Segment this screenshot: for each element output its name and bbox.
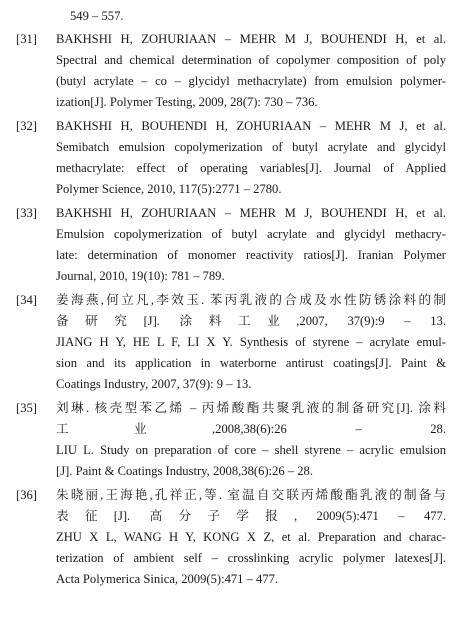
reference-entry [12, 485, 446, 590]
reference-line: [J]. Paint & Coatings Industry, 2008,38(6):26 – 28. [56, 464, 313, 478]
reference-number: [36] [16, 488, 37, 502]
reference-line: 工业,2008,38(6):26 – 28. [56, 422, 446, 436]
reference-entry [12, 29, 446, 113]
reference-line: Coatings Industry, 2007, 37(9): 9 – 13. [56, 377, 252, 391]
reference-text [56, 290, 446, 395]
reference-number: [35] [16, 401, 37, 415]
reference-line: 朱晓丽,王海艳,孔祥正,等. 室温自交联丙烯酸酯乳液的制备与 [56, 488, 446, 502]
reference-line: 表征[J]. 高分子学报, 2009(5):471 – 477. [56, 509, 446, 523]
reference-number: [32] [16, 119, 37, 133]
reference-number: [33] [16, 206, 37, 220]
reference-line: LIU L. Study on preparation of core – shell styrene – acrylic emulsion [56, 443, 446, 457]
reference-line: Semibatch emulsion copolymerization of butyl acrylate and glycidyl [56, 140, 446, 154]
reference-list [12, 29, 446, 590]
reference-number: [31] [16, 32, 37, 46]
reference-entry [12, 203, 446, 287]
reference-line: ZHU X L, WANG H Y, KONG X Z, et al. Preparation and charac- [56, 530, 446, 544]
reference-text [56, 398, 446, 482]
reference-line: methacrylate: effect of operating variables[J]. Journal of Applied [56, 161, 446, 175]
reference-line: 刘琳. 核壳型苯乙烯 – 丙烯酸酯共聚乳液的制备研究[J]. 涂料 [56, 401, 446, 415]
reference-line: Acta Polymerica Sinica, 2009(5):471 – 477. [56, 572, 279, 586]
reference-entry [12, 398, 446, 482]
reference-line: terization of ambient self – crosslinking acrylic polymer latexes[J]. [56, 551, 446, 565]
reference-line: late: determination of monomer reactivity ratios[J]. Iranian Polymer [56, 248, 446, 262]
reference-line: sion and its application in waterborne antirust coatings[J]. Paint & [56, 356, 446, 370]
reference-line: BAKHSHI H, ZOHURIAAN – MEHR M J, BOUHENDI H, et al. [56, 206, 446, 220]
reference-text [56, 29, 446, 113]
reference-text [56, 485, 446, 590]
reference-line: Emulsion copolymerization of butyl acrylate and glycidyl methacry- [56, 227, 446, 241]
reference-text [56, 203, 446, 287]
reference-line: BAKHSHI H, ZOHURIAAN – MEHR M J, BOUHENDI H, et al. [56, 32, 446, 46]
continuation-line: 549 – 557. [70, 9, 124, 23]
reference-text [56, 116, 446, 200]
reference-line: 姜海燕,何立凡,李效玉. 苯丙乳液的合成及水性防锈涂料的制 [56, 293, 446, 307]
reference-entry [12, 290, 446, 395]
reference-entry [12, 116, 446, 200]
reference-line: Spectral and chemical determination of copolymer composition of poly [56, 53, 446, 67]
reference-line: ization[J]. Polymer Testing, 2009, 28(7): 730 – 736. [56, 95, 318, 109]
reference-line: Journal, 2010, 19(10): 781 – 789. [56, 269, 225, 283]
reference-number: [34] [16, 293, 37, 307]
reference-line: JIANG H Y, HE L F, LI X Y. Synthesis of styrene – acrylate emul- [56, 335, 446, 349]
reference-line: (butyl acrylate – co – glycidyl methacrylate) from emulsion polymer- [56, 74, 446, 88]
reference-line: Polymer Science, 2010, 117(5):2771 – 2780. [56, 182, 282, 196]
reference-line: BAKHSHI H, BOUHENDI H, ZOHURIAAN – MEHR M J, et al. [56, 119, 446, 133]
reference-line: 备研究[J]. 涂料工业,2007, 37(9):9 – 13. [56, 314, 446, 328]
